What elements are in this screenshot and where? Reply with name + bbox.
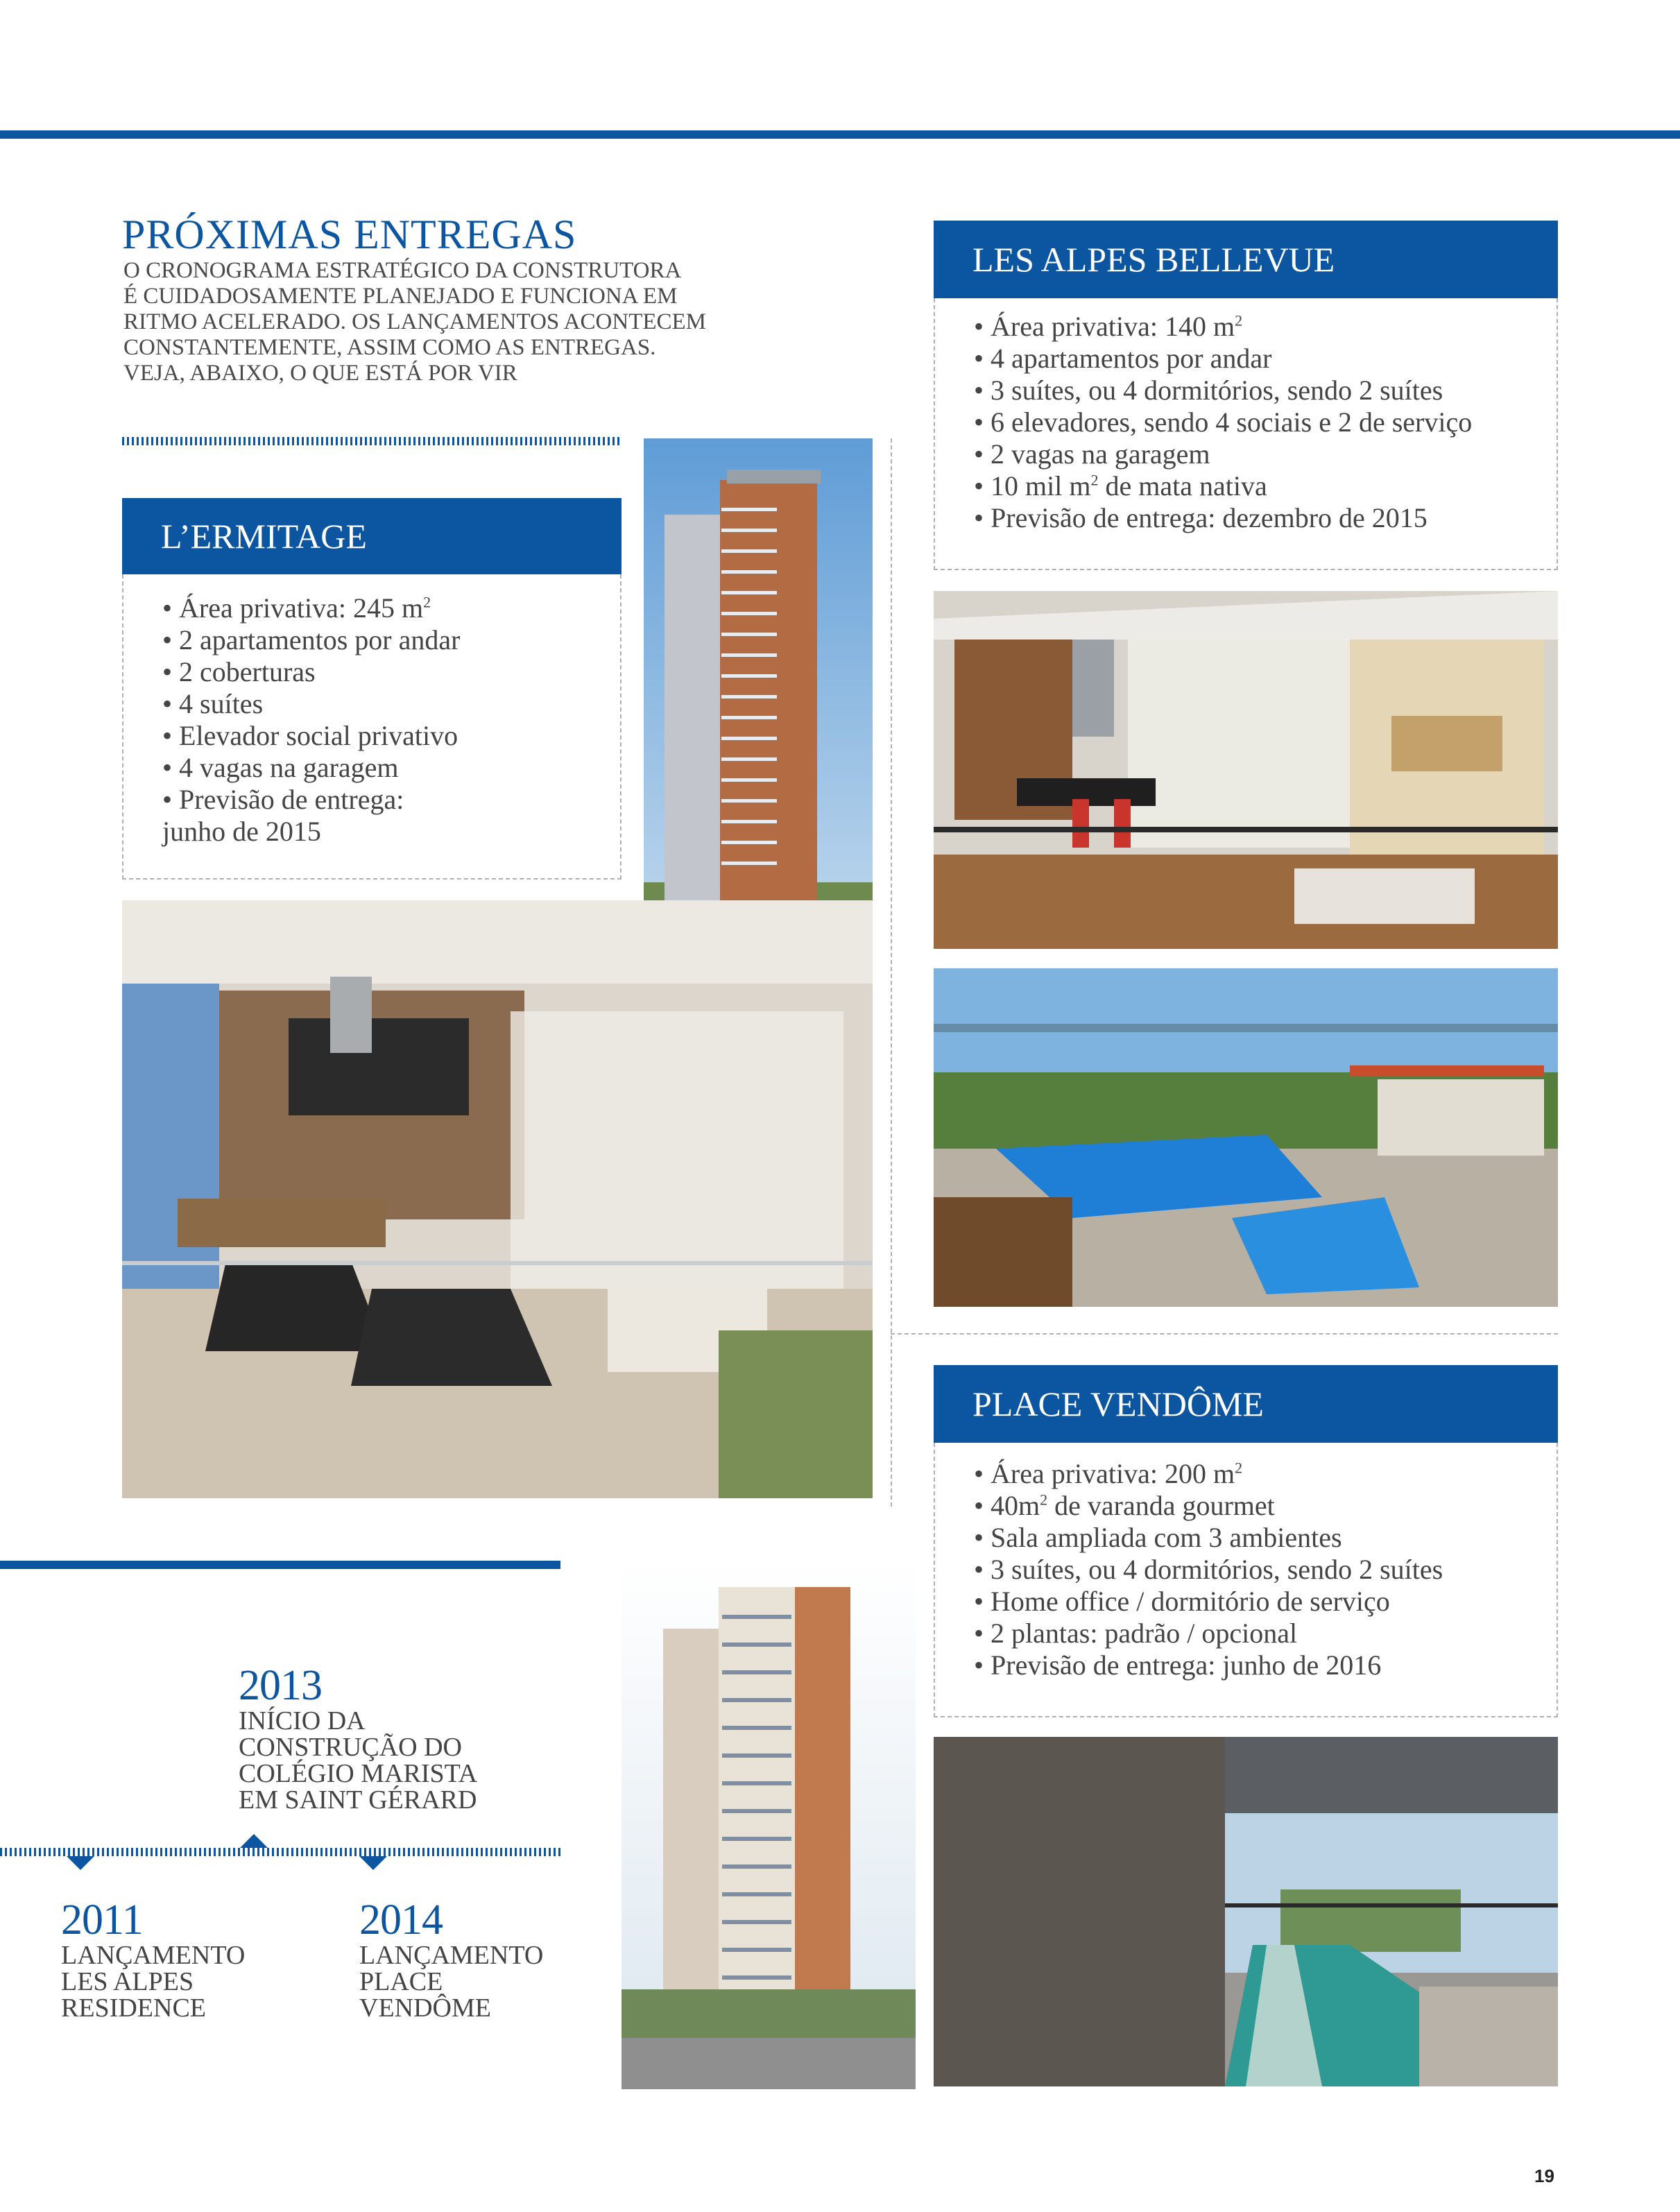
spec-item: • 3 suítes, ou 4 dormitórios, sendo 2 suítes <box>974 1554 1557 1586</box>
ermitage-interior-image <box>122 900 873 1498</box>
spec-item: • Sala ampliada com 3 ambientes <box>974 1522 1557 1554</box>
bellevue-specs <box>934 298 1558 570</box>
spec-item: • 6 elevadores, sendo 4 sociais e 2 de serviço <box>974 406 1557 438</box>
horizontal-divider <box>891 1333 1558 1335</box>
timeline-marker-2013 <box>240 1834 268 1848</box>
timeline-axis <box>0 1848 560 1856</box>
spec-item: • 2 vagas na garagem <box>974 438 1557 470</box>
intro-paragraph <box>123 258 707 386</box>
timeline-event-2013 <box>239 1663 477 1813</box>
timeline-marker-2011 <box>67 1856 94 1870</box>
timeline-top-bar <box>0 1561 560 1569</box>
tick-divider <box>122 437 622 445</box>
timeline-description: INÍCIO DA CONSTRUÇÃO DO COLÉGIO MARISTA EM SAINT GÉRARD <box>239 1706 478 1815</box>
spec-item: • Área privativa: 245 $m^2$ <box>162 592 620 624</box>
page-number: 19 <box>1534 2166 1554 2186</box>
vendome-tower-image <box>622 1559 916 2089</box>
timeline-year: 2014 <box>359 1896 443 1944</box>
spec-item: • Previsão de entrega: <box>162 784 620 816</box>
spec-item: • 10 mil $m^2$ de mata nativa <box>974 470 1557 502</box>
spec-item: • Área privativa: 200 $m^2$ <box>974 1458 1557 1490</box>
spec-item: • Área privativa: 140 $m^2$ <box>974 311 1557 343</box>
vendome-indoor-pool-image <box>934 1737 1558 2086</box>
spec-item: • Elevador social privativo <box>162 720 620 752</box>
spec-item: • Previsão de entrega: junho de 2016 <box>974 1649 1557 1681</box>
timeline-event-2014 <box>359 1898 543 2021</box>
bellevue-interior-image <box>934 591 1558 949</box>
ermitage-specs <box>122 574 622 880</box>
spec-item: • 4 apartamentos por andar <box>974 343 1557 375</box>
spec-item: • Previsão de entrega: dezembro de 2015 <box>974 502 1557 534</box>
bellevue-pool-image <box>934 968 1558 1307</box>
intro-line: RITMO ACELERADO. OS LANÇAMENTOS ACONTECEM <box>123 309 707 334</box>
spec-item: • Home office / dormitório de serviço <box>974 1586 1557 1618</box>
section-heading: PRÓXIMAS ENTREGAS <box>122 212 577 257</box>
vendome-specs <box>934 1443 1558 1717</box>
spec-item: • 4 suítes <box>162 688 620 720</box>
intro-line: VEJA, ABAIXO, O QUE ESTÁ POR VIR <box>123 361 517 386</box>
timeline-description: LANÇAMENTO PLACE VENDÔME <box>359 1941 544 2023</box>
spec-item: • 2 apartamentos por andar <box>162 624 620 656</box>
vendome-title: PLACE VENDÔME <box>934 1365 1558 1443</box>
top-rule <box>0 130 1680 139</box>
spec-item: • 3 suítes, ou 4 dormitórios, sendo 2 suítes <box>974 375 1557 406</box>
timeline-event-2011 <box>61 1898 245 2021</box>
spec-item: • 4 vagas na garagem <box>162 752 620 784</box>
intro-line: O CRONOGRAMA ESTRATÉGICO DA CONSTRUTORA <box>123 258 682 283</box>
spec-item: • 2 plantas: padrão / opcional <box>974 1618 1557 1649</box>
ermitage-title: L’ERMITAGE <box>122 498 622 574</box>
timeline-marker-2014 <box>359 1856 387 1870</box>
timeline-year: 2011 <box>61 1896 143 1944</box>
bellevue-title: LES ALPES BELLEVUE <box>934 221 1558 298</box>
timeline-description: LANÇAMENTO LES ALPES RESIDENCE <box>61 1941 246 2023</box>
spec-item-continuation: junho de 2015 <box>162 816 321 847</box>
spec-item: • $40m^2$ de varanda gourmet <box>974 1490 1557 1522</box>
ermitage-tower-image <box>644 438 873 981</box>
intro-line: CONSTANTEMENTE, ASSIM COMO AS ENTREGAS. <box>123 335 656 360</box>
intro-line: É CUIDADOSAMENTE PLANEJADO E FUNCIONA EM <box>123 284 678 309</box>
spec-item: • 2 coberturas <box>162 656 620 688</box>
timeline-year: 2013 <box>239 1662 322 1709</box>
vertical-divider <box>891 438 892 1507</box>
